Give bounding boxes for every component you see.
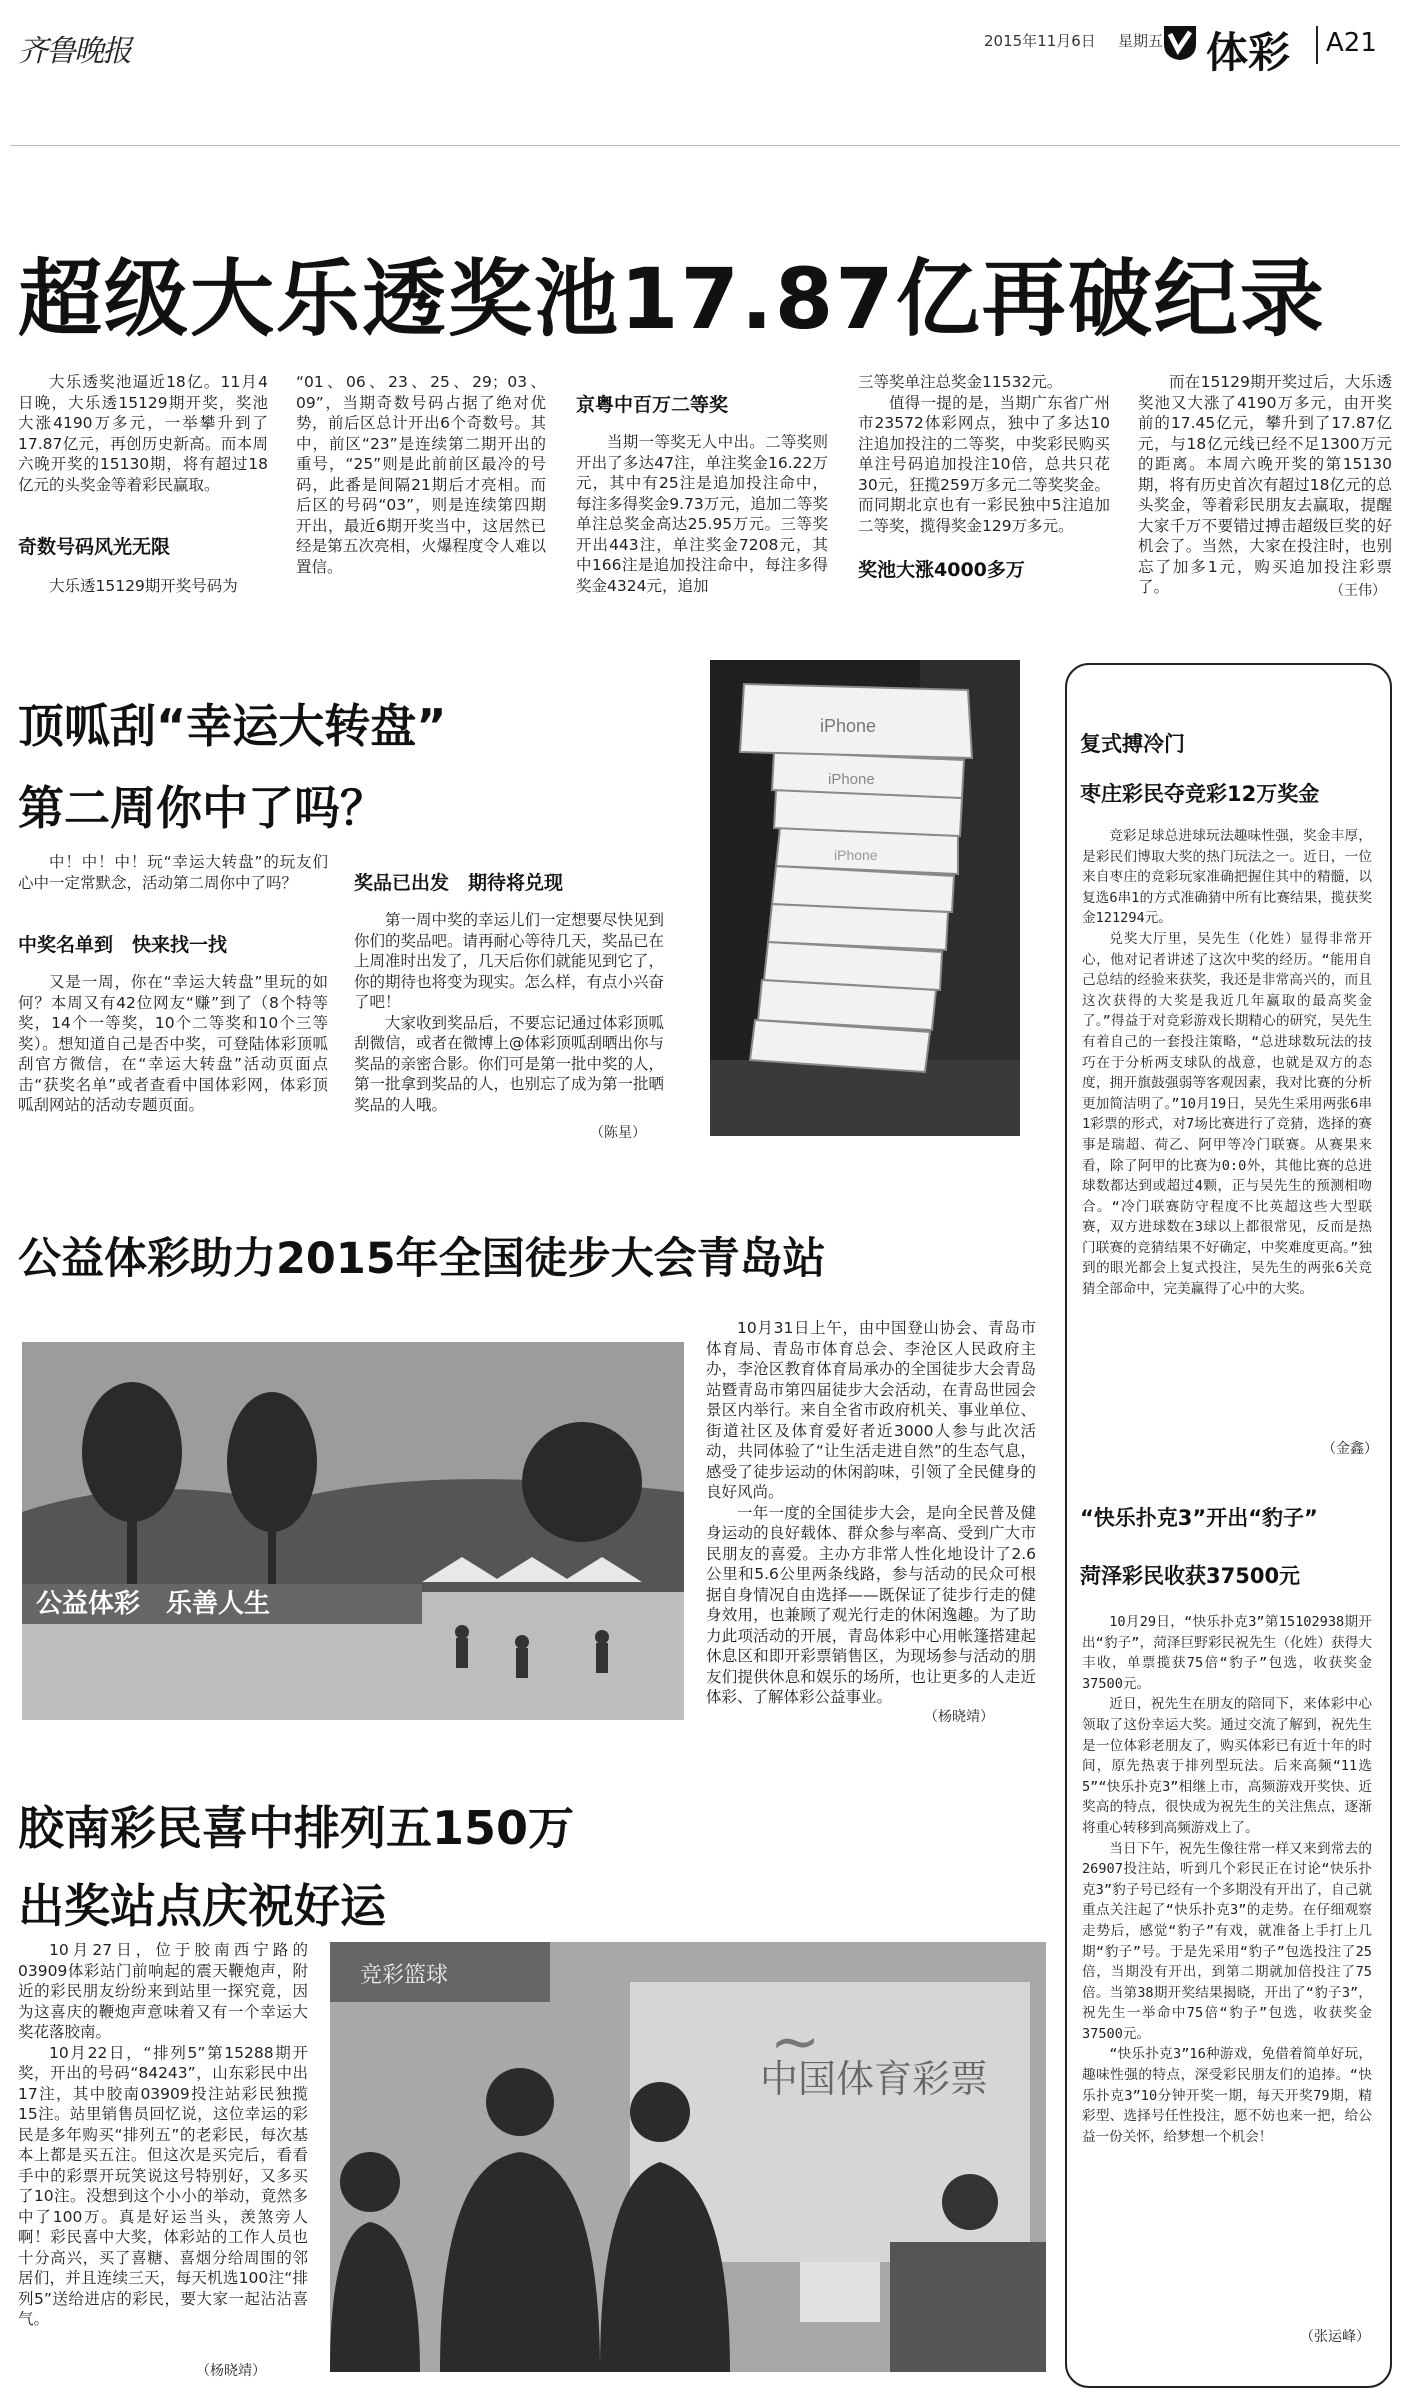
- lucky-credit: （陈星）: [590, 1125, 646, 1141]
- lead-col5: 而在15129期开奖过后，大乐透奖池又大涨了4190万多元，由开奖前的17.45亿元，攀升到了17.87亿元，与18亿元线已经不足1300万元的距离。本周六晚开奖的第15130期，将有历史首次有超过18亿元的总头奖金，等着彩民朋友去赢取，提醒大家千万不要错过搏击超级巨奖的好机会了。当然，大家在投注时，也别忘了加多1元，购买追加投注彩票了。: [1138, 373, 1392, 596]
- issue-date: 2015年11月6日: [984, 32, 1096, 50]
- lucky-title-line1: 顶呱刮“幸运大转盘”: [18, 699, 447, 753]
- lucky-body1: 又是一周，你在“幸运大转盘”里玩的如何？本周又有42位网友“赚”到了（8个特等奖，14个一等奖，10个二等奖和10个三等奖）。想知道自己是否中奖，可登陆体彩顶呱刮官方微信，在“幸运大转盘”活动页面点击“获奖名单”或者查看中国体彩网，体彩顶呱刮网站的活动专题页面。: [18, 973, 328, 1114]
- jiaonan-credit: （杨晓靖）: [196, 2363, 266, 2379]
- iphone-boxes-illustration: [710, 660, 1020, 1136]
- sidebar-title2: 菏泽彩民收获37500元: [1080, 1564, 1301, 1588]
- lead-col4: 三等奖单注总奖金11532元。 值得一提的是，当期广东省广州市23572体彩网点，独中了多达10注追加投注的二等奖，中奖彩民购买单注号码追加投注10倍，总共只花30元，狂揽259万多元二等奖奖金。而同期北京也有一彩民独中5注追加二等奖，揽得奖金129万多元。: [858, 373, 1110, 535]
- svg-text:~: ~: [770, 2007, 821, 2077]
- lead-headline: 超级大乐透奖池17.87亿再破纪录: [18, 250, 1326, 348]
- sidebar-story1: 竞彩足球总进球玩法趣味性强，奖金丰厚，是彩民们博取大奖的热门玩法之一。近日，一位来自枣庄的竞彩玩家准确把握住其中的精髓，以复选6串1的方式准确猜中所有比赛结果，揽获奖金121294元。 兑奖大厅里，吴先生（化姓）显得非常开心，他对记者讲述了这次中奖的经历。“能用自己总结的经验来获奖，我还是非常高兴的，而且这次获得的大奖是我近几年赢取的最高奖金了。”得益于对竞彩游戏长期精心的研究，吴先生有着自己的一套投注策略，“总进球数玩法的技巧在于分析两支球队的战意，也就是双方的态度，拥开旗鼓强弱等客观因素，我对比赛的分析更加简洁明了。”10月19日，吴先生采用两张6串1彩票的形式，对7场比赛进行了竞猜，选择的赛事是瑞超、荷乙、阿甲等冷门联赛。从赛果来看，除了阿甲的比赛为0:0外，其他比赛的总进球数都达到或超过4颗，正与吴先生的预测相吻合。“冷门联赛防守程度不比英超这些大型联赛，双方进球数在3球以上都很常见，反而是热门联赛的竞猜结果不好确定，中奖难度更高。”独到的眼光都会上复式投注，吴先生的两张6关竞猜全部命中，完美赢得了心中的大奖。: [1082, 828, 1372, 1298]
- lucky-subhead-list: 中奖名单到 快来找一找: [18, 934, 228, 956]
- lucky-intro: 中！中！中！玩“幸运大转盘”的玩友们心中一定常默念，活动第二周你中了吗？: [18, 853, 328, 892]
- lucky-body2: 第一周中奖的幸运儿们一定想要尽快见到你们的奖品吧。请再耐心等待几天，奖品已在上周准时出发了，几天后你们就能见到它了，你的期待也将变为现实。怎么样，有点小兴奋了吧！ 大家收到奖品后，不要忘记通过体彩顶呱刮微信，或者在微博上@体彩顶呱刮晒出你与奖品的亲密合影。你们可是第一批中奖的人，第一批拿到奖品的人，也别忘了成为第一批晒奖品的人哦。: [354, 911, 665, 1114]
- lottery-brand-icon: [1160, 22, 1200, 62]
- box-label-2: iPhone: [828, 771, 875, 788]
- walk-body: 10月31日上午，由中国登山协会、青岛市体育局、青岛市体育总会、李沧区人民政府主办，李沧区教育体育局承办的全国徒步大会青岛站暨青岛市第四届徒步大会活动，在青岛世园会景区内举行。来自全省市政府机关、事业单位、街道社区及体育爱好者近3000人参与此次活动，共同体验了“让生活走进自然”的生态气息，感受了徒步运动的休闲韵味，引领了全民健身的良好风尚。 一年一度的全国徒步大会，是向全民普及健身运动的良好载体、群众参与率高、受到广大市民朋友的喜爱。主办方非常人性化地设计了2.6公里和5.6公里两条线路，参与活动的民众可根据自身情况自由选择——既保证了徒步行走的健身效用，也兼顾了观光行走的休闲逸趣。为了助力此项活动的开展，青岛体彩中心用帐篷搭建起休息区和即开彩票销售区，为现场参与活动的朋友们提供休息和娱乐的场所，也让更多的人走近体彩、了解体彩公益事业。: [706, 1319, 1036, 1706]
- sidebar-credit1: （金鑫）: [1322, 1441, 1378, 1457]
- lead-subhead-pool: 奖池大涨4000多万: [858, 559, 1025, 581]
- lead-col3: 当期一等奖无人中出。二等奖则开出了多达47注，单注奖金16.22万元，其中有25注是追加投注命中，每注多得奖金9.73万元，追加二等奖单注总奖金高达25.95万元。三等奖开出443注，单注奖金7208元，其中166注是追加投注命中，每注多得奖金4324元，追加: [576, 433, 828, 595]
- sidebar-kicker: 复式搏冷门: [1080, 732, 1185, 756]
- masthead-logo: 齐鲁晚报: [18, 34, 130, 69]
- walk-event-photo: [22, 1342, 684, 1720]
- page-number: A21: [1326, 28, 1377, 58]
- store-sign-basketball: 竞彩篮球: [360, 1963, 449, 1988]
- walk-credit: （杨晓靖）: [924, 1709, 994, 1725]
- box-label-3: iPhone: [834, 847, 878, 863]
- sidebar-credit2: （张运峰）: [1300, 2329, 1370, 2345]
- lead-col1-tail: 大乐透15129期开奖号码为: [49, 577, 238, 595]
- sidebar-kicker2: “快乐扑克3”开出“豹子”: [1080, 1506, 1318, 1530]
- lucky-title-line2: 第二周你中了吗？: [18, 781, 386, 835]
- jiaonan-body: 10月27日，位于胶南西宁路的03909体彩站门前响起的震天鞭炮声，附近的彩民朋友纷纷来到站里一探究竟，因为这喜庆的鞭炮声意味着又有一个幸运大奖花落胶南。 10月22日，“排列5”第15288期开奖，开出的号码“84243”，山东彩民中出17注，其中胶南03909投注站彩民独揽15注。站里销售员回忆说，这位幸运的彩民是多年购买“排列五”的老彩民，每次基本上都是买五注。但这次是买完后，看看手中的彩票开玩笑说这号特别好，又多买了10注。没想到这个小小的举动，竟然多中了100万。真是好运当头，羡煞旁人啊！彩民喜中大奖，体彩站的工作人员也十分高兴，买了喜糖、喜烟分给周围的邻居们，并且连续三天，每天机选100注“排列5”送给进店的彩民，要大家一起沾沾喜气。: [18, 1941, 308, 2328]
- lead-col2: “01、06、23、25、29；03、09”，当期奇数号码占据了绝对优势，前后区总计开出6个奇数号。其中，前区“23”是连续第二期开出的重号，“25”则是此前前区最冷的号码，此番是间隔21期后才亮相。而后区的号码“03”，则是连续第四期开出，最近6期开奖当中，这居然已经是第五次亮相，火爆程度令人难以置信。: [296, 373, 546, 576]
- sidebar-title: 枣庄彩民夺竞彩12万奖金: [1080, 782, 1320, 806]
- box-label-top: iPhone: [820, 716, 877, 736]
- section-name: 体彩: [1206, 28, 1291, 77]
- lead-subhead-beijing: 京粤中百万二等奖: [576, 394, 729, 416]
- lead-subhead-odd: 奇数号码风光无限: [18, 536, 171, 558]
- jiaonan-store-illustration: [330, 1942, 1046, 2372]
- iphone-boxes-photo: [710, 660, 1020, 1136]
- lucky-subhead-prize: 奖品已出发 期待将兑现: [354, 872, 564, 894]
- jiaonan-title-line1: 胶南彩民喜中排列五150万: [18, 1801, 575, 1855]
- walk-title: 公益体彩助力2015年全国徒步大会青岛站: [18, 1234, 826, 1284]
- header-rule: [10, 145, 1400, 146]
- issue-weekday: 星期五: [1118, 32, 1164, 50]
- sidebar-story2: 10月29日，“快乐扑克3”第15102938期开出“豹子”，菏泽巨野彩民祝先生（化姓）获得大丰收，单票揽获75倍“豹子”包选，收获奖金37500元。 近日，祝先生在朋友的陪同下，来体彩中心领取了这份幸运大奖。通过交流了解到，祝先生是一位体彩老朋友了，购买体彩已有近十年的时间，原先热衷于排列型玩法。后来高频“11选5”“快乐扑克3”相继上市，高频游戏开奖快、近奖高的特点，很快成为祝先生的关注焦点，逐渐将重心转移到高频游戏上了。 当日下午，祝先生像往常一样又来到常去的26907投注站，听到几个彩民正在讨论“快乐扑克3”豹子号已经有一个多期没有开出了，自己就重点关注起了“快乐扑克3”的走势。在仔细观察走势后，感觉“豹子”有戏，就准备上手打上几期“豹子”号。于是先采用“豹子”包选投注了25倍，当期没有开出，到第二期就加倍投注了75倍。当第38期开奖结果揭晓，开出了“豹子3”，祝先生一举命中75倍“豹子”包选，收获奖金37500元。 “快乐扑克3”16种游戏，免借着简单好玩，趣味性强的特点，深受彩民朋友们的追捧。“快乐扑克3”10分钟开奖一期，每天开奖79期，精彩型、选择号任性投注，愿不妨也来一把，给公益一份关怀，给梦想一个机会！: [1082, 1614, 1372, 2145]
- walk-banner-text: 公益体彩 乐善人生: [36, 1589, 271, 1619]
- jiaonan-title-line2: 出奖站点庆祝好运: [18, 1879, 386, 1933]
- header-divider: [1316, 26, 1318, 64]
- jiaonan-store-photo: [330, 1942, 1046, 2372]
- lead-col1-intro: 大乐透奖池逼近18亿。11月4日晚，大乐透15129期开奖，奖池大涨4190万多元，一举攀升到了17.87亿元，再创历史新高。而本周六晚开奖的15130期，将有超过18亿元的头奖金等着彩民赢取。: [18, 373, 268, 494]
- store-sign-lottery: 中国体育彩票: [760, 2057, 989, 2101]
- walk-event-illustration: [22, 1342, 684, 1720]
- lead-credit: （王伟）: [1330, 583, 1386, 599]
